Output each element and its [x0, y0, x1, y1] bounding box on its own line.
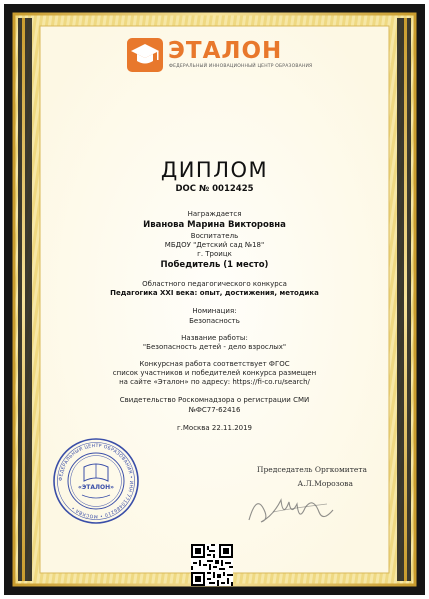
- work-title: "Безопасность детей - дело взрослых": [142, 343, 287, 351]
- work-title-label: Название работы:: [181, 334, 248, 342]
- fgos-line-2: список участников и победителей конкурса размещен: [112, 369, 317, 377]
- recipient-name: Иванова Марина Викторовна: [143, 220, 286, 230]
- contest-type: Областного педагогического конкурса: [142, 280, 287, 288]
- brand-subtitle: ФЕДЕРАЛЬНЫЙ ИННОВАЦИОННЫЙ ЦЕНТР ОБРАЗОВАНИЯ: [169, 64, 313, 69]
- brand-name: ЭТАЛОН: [168, 38, 283, 64]
- signatory-name: А.Л.Морозова: [297, 479, 353, 488]
- document-number: DOC № 0012425: [175, 184, 254, 194]
- handwritten-signature: [243, 482, 343, 532]
- official-seal-stamp: [52, 437, 140, 525]
- seal-ring-text: ФЕДЕРАЛЬНЫЙ ЦЕНТР ОБРАЗОВАНИЯ • ИНН 7710486210 • МОСКВА •: [58, 443, 134, 519]
- contest-name: Педагогика XXI века: опыт, достижения, методика: [110, 289, 319, 297]
- brand-logo: [126, 36, 313, 76]
- recipient-organization: МБДОУ "Детский сад №18": [164, 241, 265, 249]
- award-result: Победитель (1 место): [160, 260, 269, 270]
- date-place: г.Москва 22.11.2019: [176, 424, 253, 432]
- smi-certificate-line-2: №ФС77-62416: [188, 406, 241, 414]
- diploma-title: ДИПЛОМ: [160, 158, 269, 182]
- graduation-cap-logo-icon: [126, 36, 164, 74]
- signatory-title: Председатель Оргкомитета: [256, 465, 367, 474]
- svg-text:ФЕДЕРАЛЬНЫЙ ЦЕНТР ОБРАЗОВАНИЯ: [58, 443, 134, 519]
- fgos-line-3: на сайте «Эталон» по адресу: https://fi-co.ru/search/: [119, 378, 310, 386]
- seal-center-label: «ЭТАЛОН»: [78, 484, 114, 491]
- qr-code: [191, 544, 233, 586]
- nomination-value: Безопасность: [189, 317, 240, 325]
- smi-certificate-line-1: Свидетельство Роскомнадзора о регистрации СМИ: [119, 396, 310, 404]
- fgos-line-1: Конкурсная работа соответствует ФГОС: [139, 360, 290, 368]
- recipient-city: г. Троицк: [197, 250, 232, 258]
- recipient-position: Воспитатель: [190, 232, 239, 240]
- awarded-label: Награждается: [187, 210, 242, 218]
- nomination-label: Номинация:: [192, 307, 237, 315]
